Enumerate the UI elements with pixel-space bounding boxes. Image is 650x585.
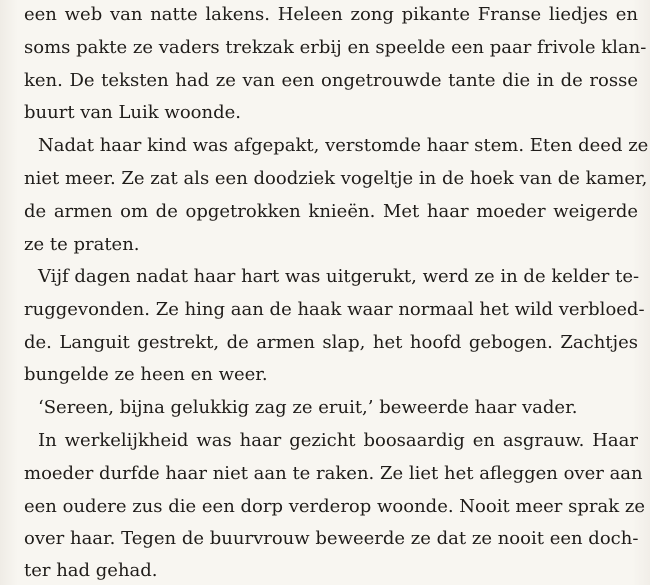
text-line: bungelde ze heen en weer.	[24, 364, 268, 385]
text-line: soms pakte ze vaders trekzak erbij en speelde een paar frivole klan-	[24, 37, 647, 58]
text-line: niet meer. Ze zat als een doodziek vogeltje in de hoek van de kamer,	[24, 168, 648, 189]
text-line: een web van natte lakens. Heleen zong pikante Franse liedjes en	[24, 4, 638, 25]
text-line: over haar. Tegen de buurvrouw beweerde ze dat ze nooit een doch-	[24, 528, 639, 549]
text-line: Nadat haar kind was afgepakt, verstomde haar stem. Eten deed ze	[38, 135, 649, 156]
text-line: ken. De teksten had ze van een ongetrouwde tante die in de rosse	[24, 70, 638, 91]
text-line: In werkelijkheid was haar gezicht boosaardig en asgrauw. Haar	[38, 430, 638, 451]
text-line: een oudere zus die een dorp verderop woonde. Nooit meer sprak ze	[24, 496, 645, 517]
text-line: Vijf dagen nadat haar hart was uitgerukt, werd ze in de kelder te-	[38, 266, 640, 287]
text-line: buurt van Luik woonde.	[24, 102, 241, 123]
text-line: de armen om de opgetrokken knieën. Met haar moeder weigerde	[24, 201, 638, 222]
text-line: ze te praten.	[24, 234, 140, 255]
text-line: moeder durfde haar niet aan te raken. Ze liet het afleggen over aan	[24, 463, 643, 484]
text-line: ruggevonden. Ze hing aan de haak waar normaal het wild verbloed-	[24, 299, 645, 320]
text-line: ‘Sereen, bijna gelukkig zag ze eruit,’ beweerde haar vader.	[38, 397, 578, 418]
text-line: ter had gehad.	[24, 560, 158, 581]
text-line: de. Languit gestrekt, de armen slap, het hoofd gebogen. Zachtjes	[24, 332, 638, 353]
